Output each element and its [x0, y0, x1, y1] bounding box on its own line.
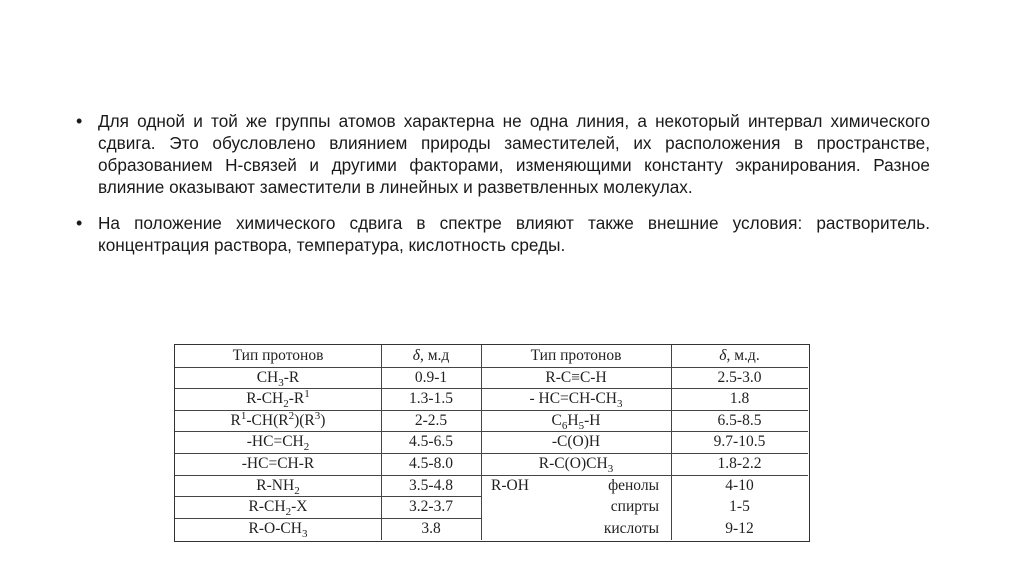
shift-value-cell: 4-10: [725, 476, 754, 494]
proton-type-cell: $C_6H_5-H$: [551, 411, 601, 432]
proton-type-cell: $R-CH_2-R^1$: [246, 388, 310, 411]
chemical-shift-table: [174, 344, 810, 542]
roh-subtype-cell: спирты: [610, 498, 659, 516]
shift-value-cell: 9-12: [725, 519, 754, 537]
proton-type-cell: $-HC=CH_2$: [246, 433, 310, 454]
proton-type-cell: $R-O-CH_3$: [248, 519, 308, 540]
proton-type-cell: $CH_3-R$: [256, 368, 300, 389]
bullet-text: На положение химического сдвига в спектре влияют также внешние условия: растворитель. концентрация раствора, температура, кислотность среды.: [98, 213, 930, 255]
shift-value-cell: 3.5-4.8: [409, 476, 453, 494]
shift-value-cell: 1.3-1.5: [409, 390, 453, 408]
bullet-list: [76, 110, 930, 270]
shift-value-cell: 1.8-2.2: [717, 455, 762, 472]
shift-value-cell: 4.5-8.0: [409, 455, 453, 472]
roh-label: R-OH: [491, 476, 529, 494]
shift-value-cell: 3.8: [421, 519, 441, 537]
table-header-cell: δ, м.д: [412, 347, 450, 364]
proton-type-cell: $R^1-CH(R^2)(R^3)$: [230, 409, 326, 429]
proton-type-cell: -C(O)H: [551, 433, 601, 451]
shift-value-cell: 3.2-3.7: [409, 498, 453, 516]
proton-type-cell: $R-CH_2-X$: [248, 498, 308, 519]
shift-value-cell: 2-2.5: [414, 411, 448, 429]
bullet-item: [76, 110, 930, 198]
shift-value-cell: 9.7-10.5: [713, 433, 766, 451]
table-header-cell: Тип протонов: [232, 347, 324, 364]
table-header-cell: δ, м.д.: [719, 347, 760, 364]
proton-type-cell: - $HC=CH-CH_3$: [529, 390, 623, 411]
proton-type-cell: $R-C(O)CH_3$: [538, 455, 614, 476]
shift-value-cell: 1.8: [729, 390, 750, 408]
shift-value-cell: 0.9-1: [414, 368, 448, 386]
shift-value-cell: 4.5-6.5: [409, 433, 453, 451]
shift-value-cell: 6.5-8.5: [717, 411, 762, 429]
bullet-dot: •: [76, 111, 83, 131]
proton-type-cell: -HC=CH-R: [241, 455, 315, 472]
shift-value-cell: 1-5: [729, 498, 750, 516]
roh-subtype-cell: кислоты: [603, 519, 659, 537]
proton-type-cell: $R-NH_2$: [256, 476, 300, 497]
shift-value-cell: 2.5-3.0: [717, 368, 762, 386]
proton-type-cell: R-C≡C-H: [545, 368, 607, 386]
bullet-text: Для одной и той же группы атомов характерна не одна линия, а некоторый интервал химического сдвига. Это обусловлено влиянием природы заместителей, их расположения в пространстве, образованием Н-связей и другими факторами, изменяющими константу экранирования. Разное влияние оказывают заместители в линейных и разветвленных молекулах.: [98, 111, 930, 197]
table-header-cell: Тип протонов: [530, 347, 622, 364]
roh-subtype-cell: фенолы: [608, 476, 659, 494]
bullet-item: [76, 212, 930, 256]
bullet-dot: •: [76, 213, 83, 233]
